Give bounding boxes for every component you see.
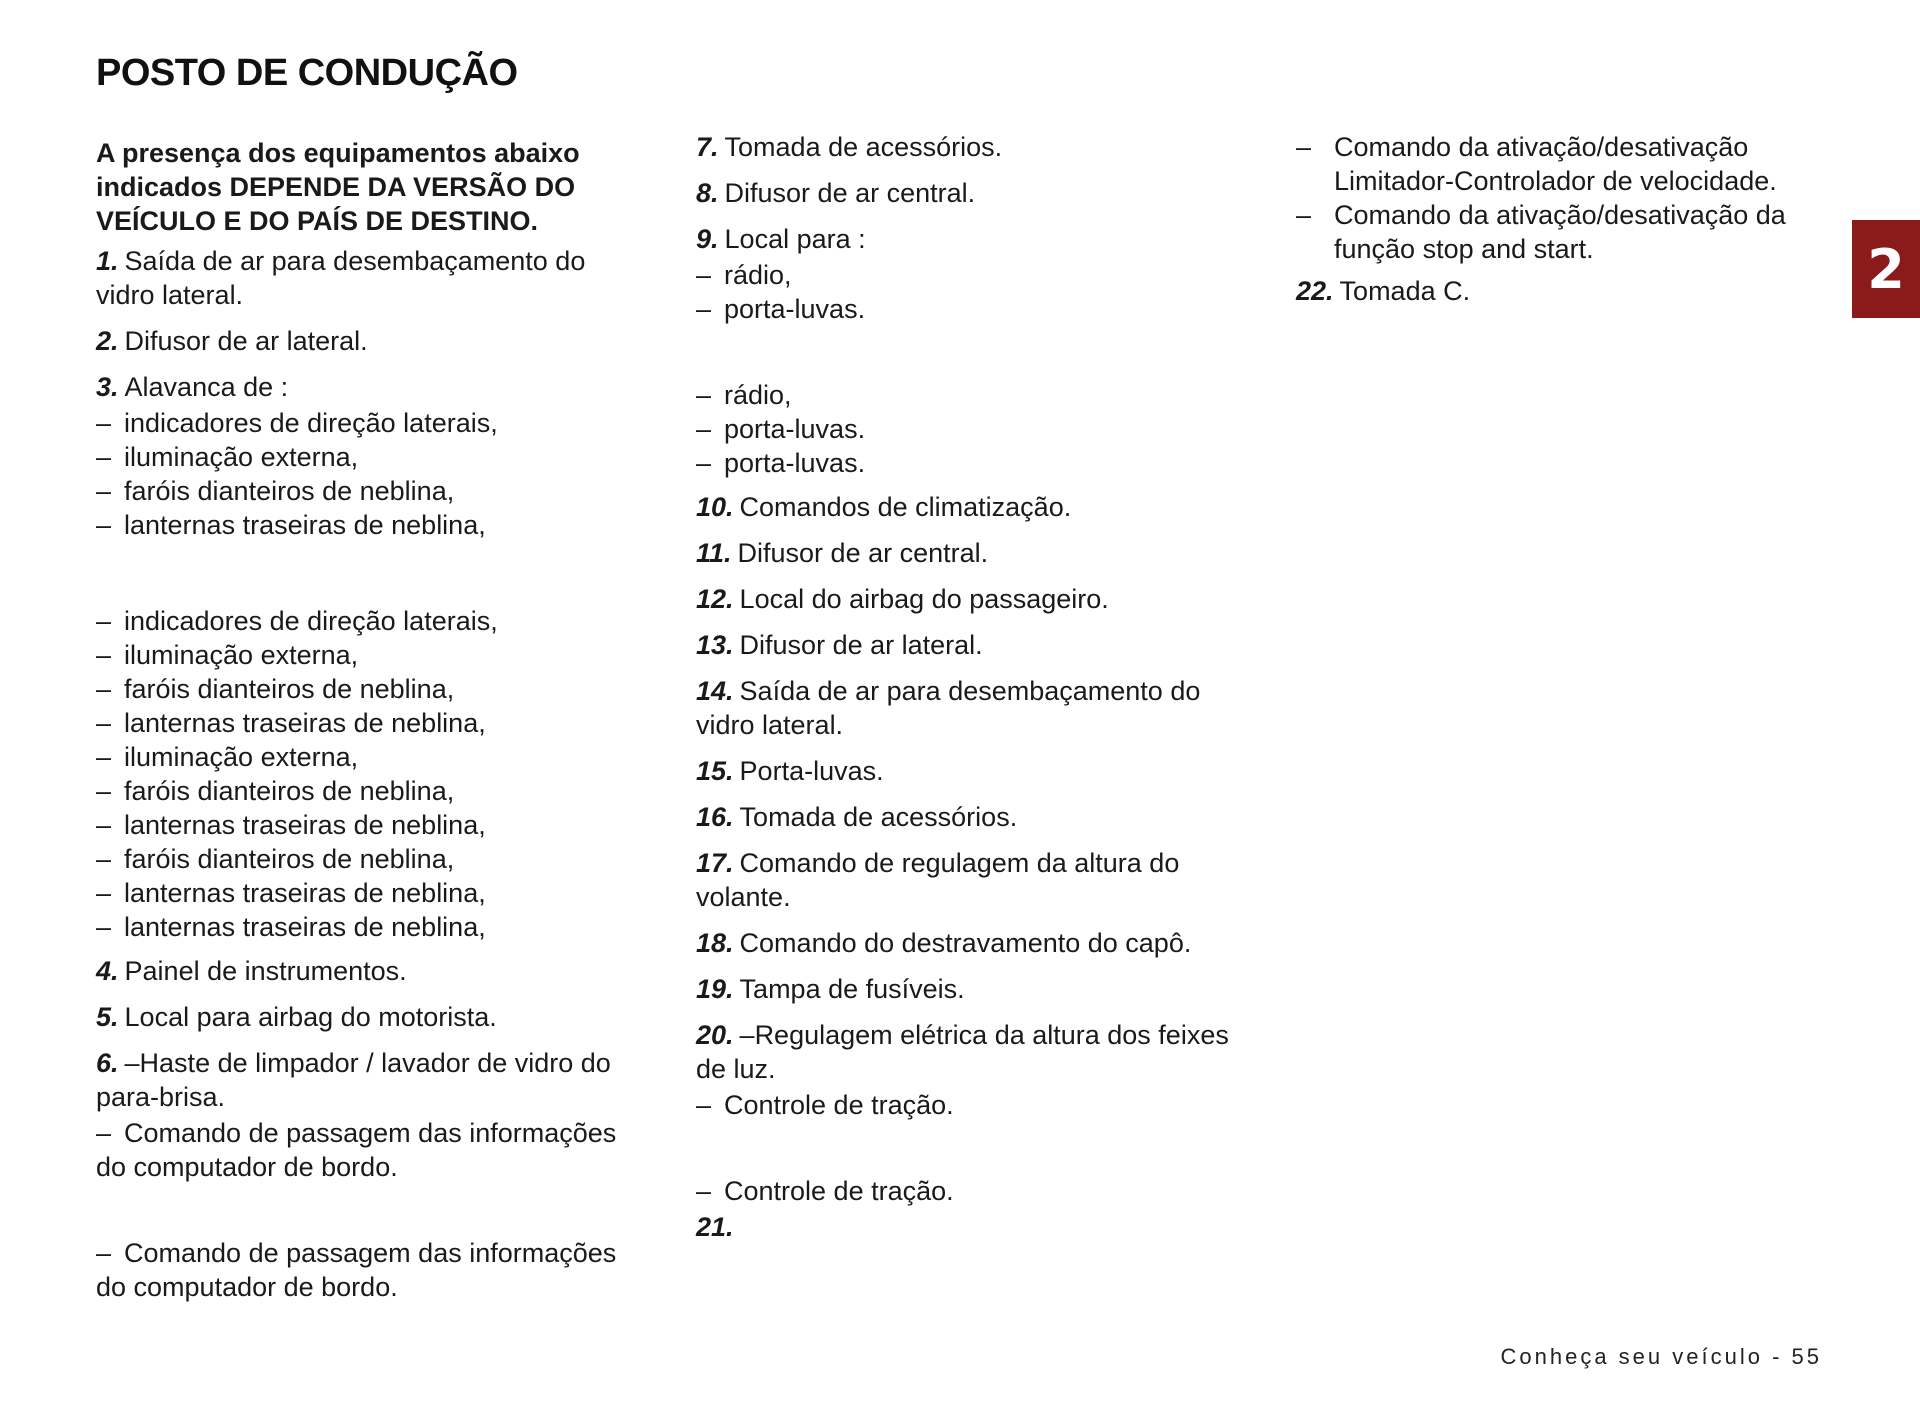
wiper-list-d (96, 1236, 636, 1304)
item-17 (696, 846, 1236, 914)
item-text: Tomada de acessórios. (739, 802, 1018, 832)
item-text: Painel de instrumentos. (124, 956, 407, 986)
traction-list-c (696, 1088, 1236, 1122)
item-7 (696, 130, 1236, 164)
item-5 (96, 1000, 636, 1034)
list-item: – iluminação externa, (96, 638, 636, 672)
item-number: 13. (696, 630, 734, 660)
item-20 (696, 1018, 1236, 1086)
column-right (1296, 130, 1836, 320)
list-item: – iluminação externa, (96, 740, 636, 774)
list-item: – iluminação externa, (96, 440, 636, 474)
list-item: – faróis dianteiros de neblina, (96, 842, 636, 876)
list-item: – indicadores de direção laterais, (96, 604, 636, 638)
item-number: 2. (96, 326, 119, 356)
item-number: 18. (696, 928, 734, 958)
item-text: –Haste de limpador / lavador de vidro do para-brisa. (96, 1048, 611, 1112)
item-22 (1296, 274, 1836, 308)
item-text: Comando do destravamento do capô. (739, 928, 1192, 958)
lever-list-b (96, 604, 636, 944)
item-text: Tomada C. (1339, 276, 1471, 306)
spacer (696, 326, 1236, 378)
item-number: 19. (696, 974, 734, 1004)
item-text: Alavanca de : (124, 372, 289, 402)
list-item: – faróis dianteiros de neblina, (96, 774, 636, 808)
item-text: –Regulagem elétrica da altura dos feixes de luz. (696, 1020, 1229, 1084)
location-list-b (696, 378, 1236, 480)
item-2 (96, 324, 636, 358)
list-item: – rádio, (696, 258, 1236, 292)
list-item: – lanternas traseiras de neblina, (96, 876, 636, 910)
item-11 (696, 536, 1236, 570)
list-item: – Comando da ativação/desativação Limitador-Controlador de velocidade. (1296, 130, 1836, 198)
list-item: – Comando de passagem das informações do computador de bordo. (96, 1116, 636, 1184)
item-21 (696, 1210, 1236, 1244)
intro-notice: A presença dos equipamentos abaixo indicados DEPENDE DA VERSÃO DO VEÍCULO E DO PAÍS DE DESTINO. (96, 138, 580, 236)
control-list (1296, 130, 1836, 266)
item-text: Tomada de acessórios. (724, 132, 1003, 162)
spacer (696, 1122, 1236, 1174)
item-number: 17. (696, 848, 734, 878)
item-1 (96, 244, 636, 312)
item-15 (696, 754, 1236, 788)
item-number: 8. (696, 178, 719, 208)
item-number: 7. (696, 132, 719, 162)
list-item: – lanternas traseiras de neblina, (96, 706, 636, 740)
list-item: – rádio, (696, 378, 1236, 412)
item-number: 10. (696, 492, 734, 522)
item-19 (696, 972, 1236, 1006)
item-number: 6. (96, 1048, 119, 1078)
list-item: – lanternas traseiras de neblina, (96, 808, 636, 842)
item-16 (696, 800, 1236, 834)
item-text: Difusor de ar central. (737, 538, 989, 568)
chapter-tab: 2 (1852, 220, 1920, 318)
list-item: – porta-luvas. (696, 412, 1236, 446)
item-text: Saída de ar para desembaçamento do vidro lateral. (696, 676, 1201, 740)
item-number: 21. (696, 1212, 734, 1242)
item-number: 20. (696, 1020, 734, 1050)
list-item: – Comando da ativação/desativação da função stop and start. (1296, 198, 1836, 266)
item-text: Difusor de ar lateral. (739, 630, 983, 660)
list-item: – porta-luvas. (696, 292, 1236, 326)
page-footer: Conheça seu veículo - 55 (1500, 1344, 1822, 1369)
item-number: 11. (696, 538, 732, 568)
item-text: Saída de ar para desembaçamento do vidro lateral. (96, 246, 586, 310)
item-6 (96, 1046, 636, 1114)
list-item: – Controle de tração. (696, 1088, 1236, 1122)
item-number: 15. (696, 756, 734, 786)
spacer (96, 1184, 636, 1236)
item-text: Local para : (724, 224, 866, 254)
item-3 (96, 370, 636, 404)
list-item: – lanternas traseiras de neblina, (96, 910, 636, 944)
location-list-a (696, 258, 1236, 326)
item-text: Difusor de ar lateral. (124, 326, 368, 356)
item-number: 16. (696, 802, 734, 832)
item-14 (696, 674, 1236, 742)
item-number: 14. (696, 676, 734, 706)
page-title: POSTO DE CONDUÇÃO (96, 52, 518, 94)
item-number: 4. (96, 956, 119, 986)
traction-list-d (696, 1174, 1236, 1208)
item-12 (696, 582, 1236, 616)
item-text: Local do airbag do passageiro. (739, 584, 1109, 614)
item-9 (696, 222, 1236, 256)
item-number: 1. (96, 246, 119, 276)
column-left (96, 136, 636, 1314)
item-10 (696, 490, 1236, 524)
item-text: Porta-luvas. (739, 756, 884, 786)
column-middle (696, 130, 1236, 1256)
item-number: 9. (696, 224, 719, 254)
item-text: Comando de regulagem da altura do volante. (696, 848, 1180, 912)
item-13 (696, 628, 1236, 662)
spacer (96, 552, 636, 604)
item-text: Comandos de climatização. (739, 492, 1072, 522)
item-number: 22. (1296, 276, 1334, 306)
item-18 (696, 926, 1236, 960)
item-number: 12. (696, 584, 734, 614)
list-item: – lanternas traseiras de neblina, (96, 508, 636, 542)
wiper-list-c (96, 1116, 636, 1184)
item-8 (696, 176, 1236, 210)
list-item: – Controle de tração. (696, 1174, 1236, 1208)
item-number: 3. (96, 372, 119, 402)
item-4 (96, 954, 636, 988)
list-item: – faróis dianteiros de neblina, (96, 672, 636, 706)
list-item: – Comando de passagem das informações do computador de bordo. (96, 1236, 636, 1304)
list-item: – faróis dianteiros de neblina, (96, 474, 636, 508)
item-text: Difusor de ar central. (724, 178, 976, 208)
item-text: Local para airbag do motorista. (124, 1002, 497, 1032)
lever-list-a (96, 406, 636, 542)
item-number: 5. (96, 1002, 119, 1032)
list-item: – porta-luvas. (696, 446, 1236, 480)
item-text: Tampa de fusíveis. (739, 974, 965, 1004)
list-item: – indicadores de direção laterais, (96, 406, 636, 440)
